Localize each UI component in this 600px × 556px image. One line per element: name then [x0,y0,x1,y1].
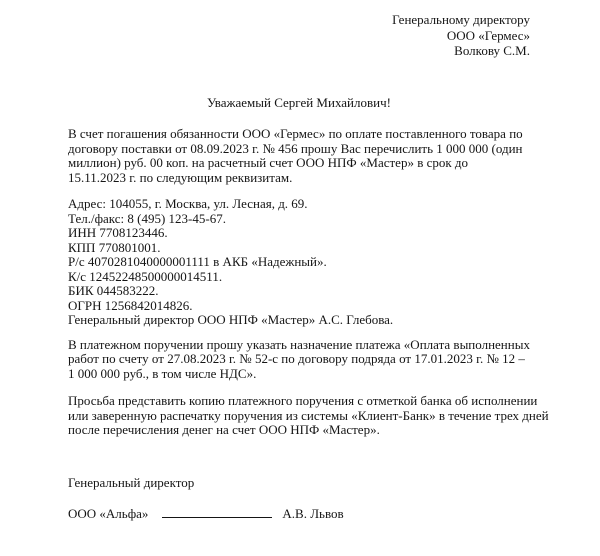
requisite-inn: ИНН 7708123446. [68,225,168,240]
requisite-kpp: КПП 770801001. [68,239,161,255]
signature-row [68,506,530,522]
salutation [68,96,530,111]
body-paragraph-3 [68,393,549,438]
body-paragraph-2 [68,338,530,382]
text-line: 15.11.2023 г. по следующим реквизитам. [68,169,293,185]
addressee-line: Генеральному директору [392,12,530,27]
addressee-line: Волкову С.М. [454,43,530,58]
text-line: В счет погашения обязанности ООО «Гермес» по оплате поставленного товара по [68,126,523,141]
text-line: или заверенную распечатку поручения из системы «Клиент-Банк» в течение трех дней [68,407,549,423]
text-line: работ по счету от 27.08.2023 г. № 52-с по договору подряда от 17.01.2023 г. № 12 – [68,351,525,366]
addressee-line: ООО «Гермес» [446,27,530,43]
requisites-block [68,197,530,328]
text-line: миллион) руб. 00 коп. на расчетный счет ООО НПФ «Мастер» в срок до [68,155,469,170]
signature-title [68,476,530,491]
text-line: Просьба представить копию платежного поручения с отметкой банка об исполнении [68,393,538,408]
text-line: В платежном поручении прошу указать назначение платежа «Оплата выполненных [68,336,530,352]
signature-blank-line [162,506,272,518]
text-line: 1 000 000 руб., в том числе НДС». [68,365,257,381]
text-line: после перечисления денег на счет ООО НПФ «Мастер». [68,422,380,437]
signature-name: А.В. Львов [282,506,344,521]
signature-company: ООО «Альфа» [68,506,149,521]
body-paragraph-1 [68,127,530,185]
requisite-ogrn: ОГРН 1256842014826. [68,297,193,313]
requisite-director: Генеральный директор ООО НПФ «Мастер» А.С. Глебова. [68,312,394,327]
requisite-bik: БИК 044583222. [68,283,159,298]
requisite-correspondent-account: К/с 12452248500000014511. [68,268,223,284]
addressee-block [68,12,530,59]
requisite-settlement-account: Р/с 4070281040000001111 в АКБ «Надежный». [68,254,327,269]
signature-title-text: Генеральный директор [68,474,195,490]
requisite-phone-fax: Тел./факс: 8 (495) 123-45-67. [68,210,226,226]
requisite-address: Адрес: 104055, г. Москва, ул. Лесная, д. 69. [68,196,308,211]
text-line: договору поставки от 08.09.2023 г. № 456 прошу Вас перечислить 1 000 000 (один [68,140,523,156]
salutation-text: Уважаемый Сергей Михайлович! [207,94,391,110]
